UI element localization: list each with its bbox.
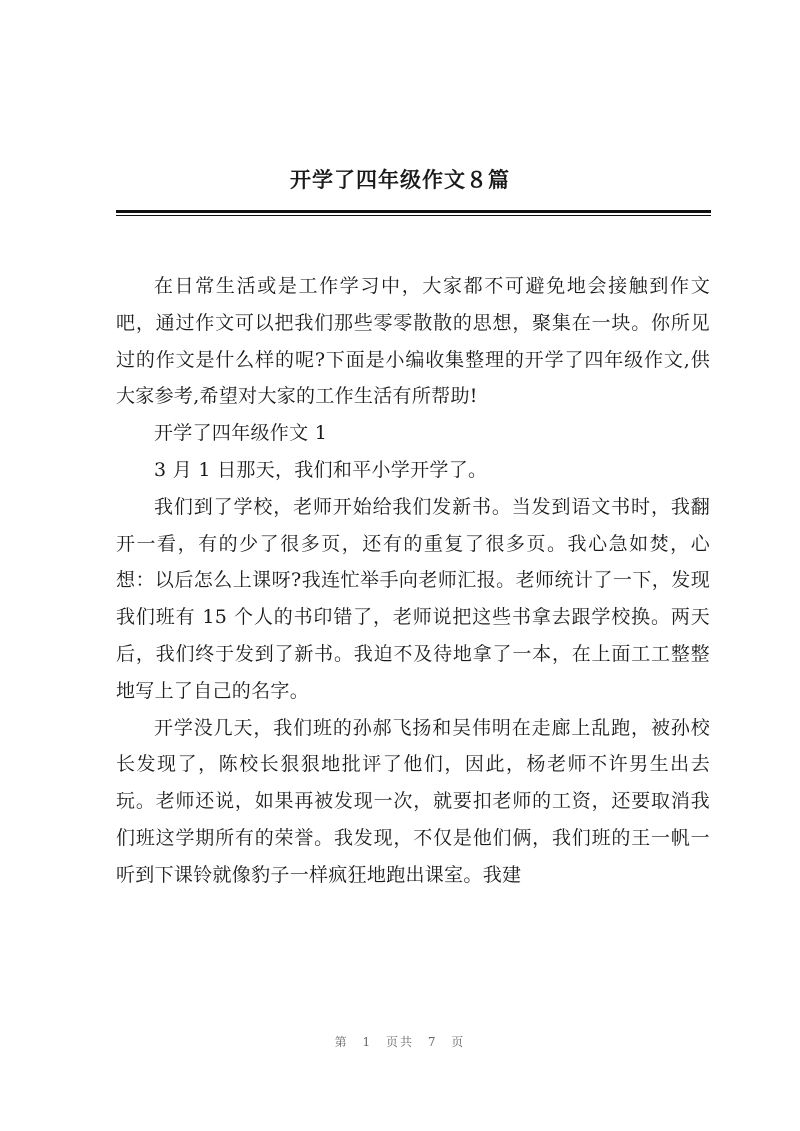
paragraph: 3 月 1 日那天，我们和平小学开学了。 <box>154 458 488 481</box>
footer-label-page: 第 <box>334 1035 349 1049</box>
footer-current-page: 1 <box>362 1035 373 1049</box>
intro-paragraph: 在日常生活或是工作学习中，大家都不可避免地会接触到作文吧，通过作文可以把我们那些零零散散的思想，聚集在一块。你所见过的作文是什么样的呢?下面是小编收集整理的开学了四年级作文,供大家参考,希望对大家的工作生活有所帮助! <box>116 275 710 408</box>
paragraph: 开学没几天，我们班的孙郝飞扬和吴伟明在走廊上乱跑，被孙校长发现了，陈校长狠狠地批评了他们，因此，杨老师不许男生出去玩。老师还说，如果再被发现一次，就要扣老师的工资，还要取消我们班这学期所有的荣誉。我发现，不仅是他们俩，我们班的王一帆一听到下课铃就像豹子一样疯狂地跑出课室。我建 <box>116 716 710 886</box>
footer-label-end: 页 <box>451 1035 466 1049</box>
title-divider <box>116 210 711 213</box>
page-title: 开学了四年级作文８篇 <box>290 167 510 192</box>
section-heading: 开学了四年级作文 1 <box>154 422 328 445</box>
footer-total-pages: 7 <box>427 1035 438 1049</box>
document-body <box>116 268 710 894</box>
page-footer <box>0 1033 800 1050</box>
paragraph: 我们到了学校，老师开始给我们发新书。当发到语文书时，我翻开一看，有的少了很多页，还有的重复了很多页。我心急如焚，心想：以后怎么上课呀?我连忙举手向老师汇报。老师统计了一下，发现我们班有 15 个人的书印错了，老师说把这些书拿去跟学校换。两天后，我们终于发到了新书。我迫不及待地拿了一本，在上面工工整整地写上了自己的名字。 <box>116 495 710 702</box>
footer-label-total: 页共 <box>385 1035 414 1049</box>
title-divider-thin <box>116 215 711 216</box>
